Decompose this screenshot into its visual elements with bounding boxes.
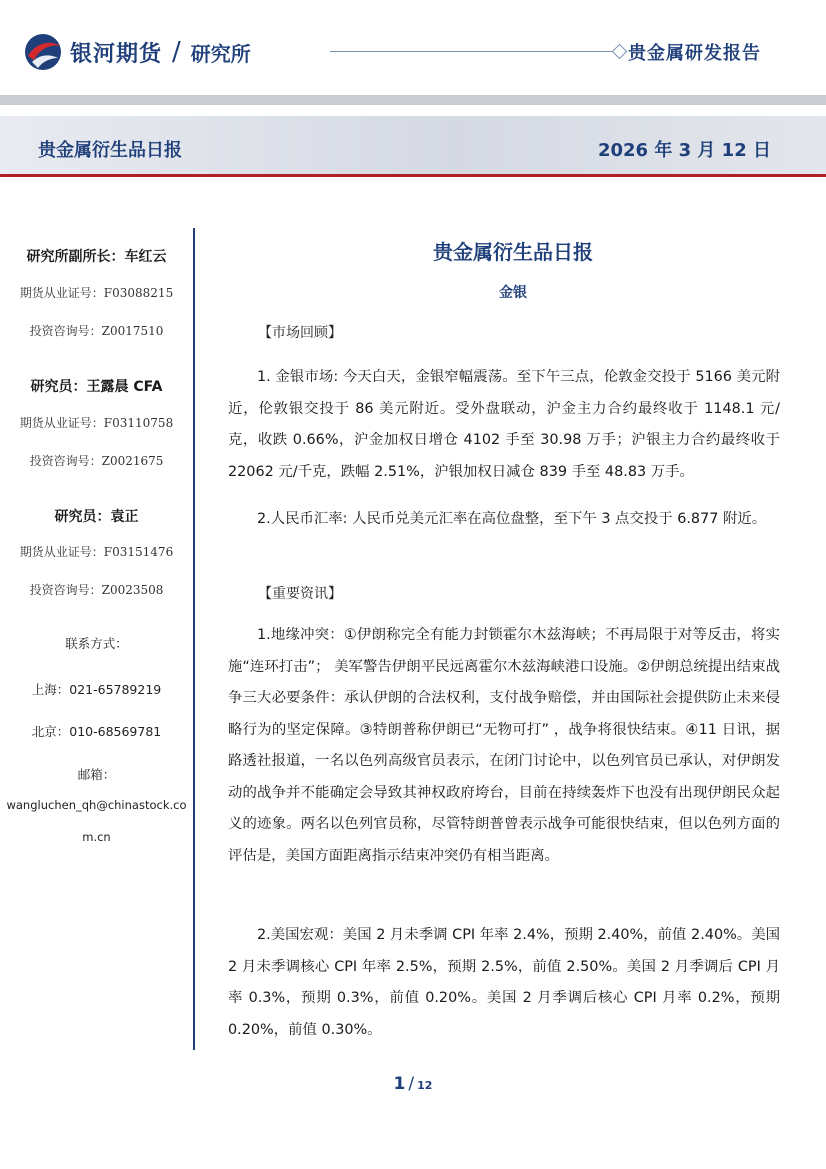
page-total: 12 <box>417 1079 433 1092</box>
page-subtitle: 金银 <box>499 285 527 301</box>
beijing-phone: 北京：010-68569781 <box>31 724 162 739</box>
license-label: 期货从业证号： <box>19 416 104 430</box>
consult-number: Z0017510 <box>101 324 164 338</box>
consult-row <box>0 322 193 339</box>
brand-separator: / <box>172 37 181 67</box>
email-address[interactable]: wangluchen_qh@chinastock.co <box>6 798 187 812</box>
header-band-thin <box>0 95 826 105</box>
email-label: 邮箱： <box>77 767 116 782</box>
page-title: 贵金属衍生品日报 <box>433 240 593 264</box>
header-rule <box>330 51 620 52</box>
brand-logo <box>22 32 251 72</box>
email-address-cont[interactable]: m.cn <box>82 830 111 844</box>
license-label: 期货从业证号： <box>19 286 104 300</box>
paragraph-geopolitics: 1.地缘冲突：①伊朗称完全有能力封锁霍尔木兹海峡；不再局限于对等反击，将实施“连环打击”； 美军警告伊朗平民远离霍尔木兹海峡港口设施。②伊朗总统提出结束战争三大必要条件：承认伊朗的合法权利，支付战争赔偿，并由国际社会提供防止未来侵略行为的坚定保障。③特朗普称伊朗已“无物可打” ，战争将很快结束。④11 日讯，据路透社报道，一名以色列高级官员表示，在闭门讨论中，以色列官员已承认，对伊朗发动的战争并不能确定会导致其神权政府垮台，目前在持续轰炸下也没有出现伊朗民众起义的迹象。两名以色列官员称，尽管特朗普曾表示战争可能很快结束，但以色列方面的评估是，美国方面距离指示结束冲突仍有相当距离。 <box>228 627 780 864</box>
section-heading-news: 【重要资讯】 <box>258 586 342 602</box>
report-date: 2026 年 3 月 12 日 <box>597 140 771 161</box>
consult-label: 投资咨询号： <box>29 454 102 468</box>
license-row <box>0 543 193 560</box>
license-label: 期货从业证号： <box>19 545 104 559</box>
paragraph-fx: 2.人民币汇率: 人民币兑美元汇率在高位盘整，至下午 3 点交投于 6.877 附近。 <box>257 511 767 527</box>
diamond-icon <box>612 44 628 60</box>
department-name: 研究所 <box>190 41 251 66</box>
page-number: 1 <box>393 1074 406 1094</box>
contact-label: 联系方式： <box>65 636 128 651</box>
license-number: F03088215 <box>103 286 174 300</box>
galaxy-logo-icon <box>22 32 64 72</box>
license-number: F03151476 <box>103 545 174 559</box>
section-heading-market: 【市场回顾】 <box>258 325 342 341</box>
report-type: 贵金属研发报告 <box>628 43 761 64</box>
researcher-name: 研究所副所长：车红云 <box>26 249 167 265</box>
title-band-accent <box>0 174 826 177</box>
license-row <box>0 284 193 301</box>
page-separator: / <box>408 1074 415 1094</box>
researcher-name: 研究员：王露晨 CFA <box>30 379 163 395</box>
sidebar-divider <box>193 228 195 1050</box>
band-title: 贵金属衍生品日报 <box>38 140 182 161</box>
brand-name: 银河期货 <box>70 41 163 67</box>
paragraph-us-macro: 2.美国宏观：美国 2 月未季调 CPI 年率 2.4%，预期 2.40%，前值 2.40%。美国 2 月未季调核心 CPI 年率 2.5%，预期 2.5%，前值 2.50%。美国 2 月季调后 CPI 月率 0.3%，预期 0.3%，前值 0.20%。美国 2 月季调后核心 CPI 月率 0.2%，预期 0.20%，前值 0.30%。 <box>228 927 780 1038</box>
license-row <box>0 414 193 431</box>
consult-row <box>0 452 193 469</box>
paragraph-market: 1. 金银市场: 今天白天，金银窄幅震荡。至下午三点，伦敦金交投于 5166 美元附近，伦敦银交投于 86 美元附近。受外盘联动，沪金主力合约最终收于 1148.1 元/克，收跌 0.66%，沪金加权日增仓 4102 手至 30.98 万手；沪银主力合约最终收于 22062 元/千克，跌幅 2.51%，沪银加权日减仓 839 手至 48.83 万手。 <box>228 369 780 480</box>
license-number: F03110758 <box>103 416 174 430</box>
page-indicator <box>0 1074 826 1094</box>
shanghai-phone: 上海：021-65789219 <box>31 682 162 697</box>
consult-row <box>0 581 193 598</box>
consult-number: Z0021675 <box>101 454 164 468</box>
consult-label: 投资咨询号： <box>29 583 102 597</box>
consult-label: 投资咨询号： <box>29 324 102 338</box>
consult-number: Z0023508 <box>101 583 164 597</box>
researcher-name: 研究员：袁正 <box>54 509 139 525</box>
